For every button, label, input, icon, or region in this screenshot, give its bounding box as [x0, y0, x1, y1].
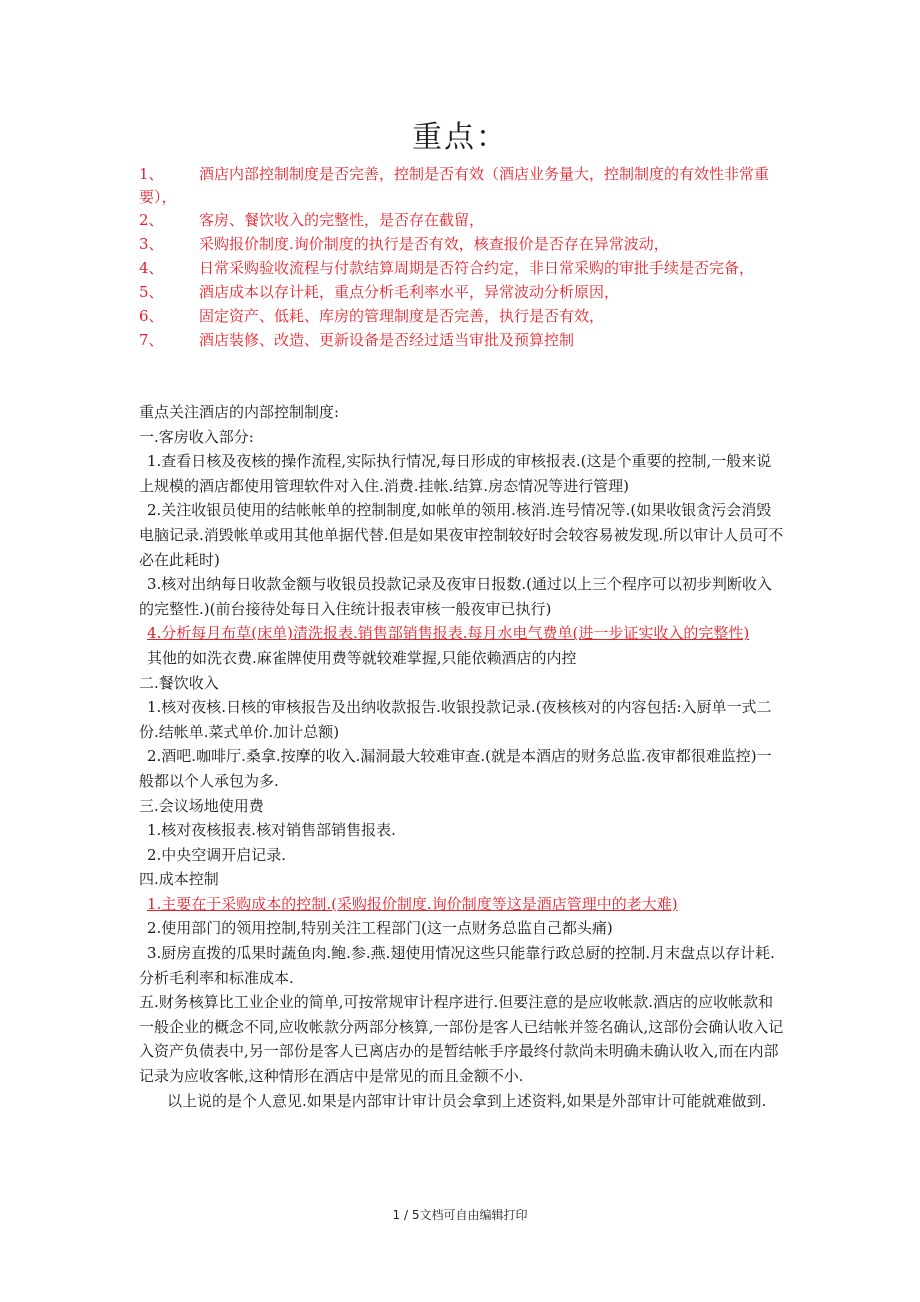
closing-paragraph: 以上说的是个人意见.如果是内部审计审计员会拿到上述资料,如果是外部审计可能就难做到. [167, 1091, 767, 1110]
paragraph-highlighted: 1.主要在于采购成本的控制.(采购报价制度.询价制度等这是酒店管理中的老大难) [147, 894, 678, 913]
document-body [139, 400, 784, 1113]
page-footer: 1 / 5文档可自由编辑打印 [392, 1208, 528, 1222]
paragraph: 1.核对夜核报表.核对销售部销售报表. [147, 821, 396, 840]
paragraph: 3.厨房直拨的瓜果时蔬鱼肉.鲍.参.燕.翅使用情况这些只能靠行政总厨的控制.月末盘点以存计耗.分析毛利率和标准成本. [139, 944, 775, 987]
key-point-text: 采购报价制度.询价制度的执行是否有效，核查报价是否存在异常波动， [199, 235, 669, 253]
section-heading: 三.会议场地使用费 [139, 796, 264, 815]
key-point-2 [139, 209, 789, 232]
key-point-number: 5、 [139, 283, 164, 301]
page-title: 重点： [412, 120, 508, 155]
paragraph: 3.核对出纳每日收款金额与收银员投款记录及夜审日报数.(通过以上三个程序可以初步判断收入的完整性.)(前台接待处每日入住统计报表审核一般夜审已执行) [139, 575, 772, 618]
key-point-text: 酒店内部控制制度是否完善，控制是否有效（酒店业务量大，控制制度的有效性非常重要）， [139, 165, 770, 206]
key-point-number: 7、 [139, 331, 164, 349]
paragraph: 2.使用部门的领用控制,特别关注工程部门(这一点财务总监自己都头痛) [147, 919, 613, 938]
key-point-number: 6、 [139, 307, 164, 325]
paragraph: 1.查看日核及夜核的操作流程,实际执行情况,每日形成的审核报表.(这是个重要的控制,一般来说上规模的酒店都使用管理软件对入住.消费.挂帐.结算.房态情况等进行管理) [139, 452, 772, 495]
key-point-4 [139, 257, 789, 280]
key-point-number: 3、 [139, 235, 164, 253]
paragraph: 2.中央空调开启记录. [147, 845, 287, 864]
key-point-text: 客房、餐饮收入的完整性，是否存在截留， [199, 211, 485, 229]
section-heading: 一.客房收入部分: [139, 427, 254, 446]
section-heading: 二.餐饮收入 [139, 673, 219, 692]
paragraph: 1.核对夜核.日核的审核报告及出纳收款报告.收银投款记录.(夜核核对的内容包括:入厨单一式二份.结帐单.菜式单价.加计总额) [139, 698, 772, 741]
key-point-text: 酒店装修、改造、更新设备是否经过适当审批及预算控制 [199, 331, 575, 349]
key-point-7 [139, 329, 789, 352]
paragraph: 其他的如洗衣费.麻雀牌使用费等就较难掌握,只能依赖酒店的内控 [147, 648, 577, 667]
intro-line: 重点关注酒店的内部控制制度: [139, 403, 340, 421]
key-point-text: 酒店成本以存计耗，重点分析毛利率水平，异常波动分析原因， [199, 283, 620, 301]
key-point-1 [139, 163, 789, 209]
key-point-number: 1、 [139, 165, 164, 183]
key-point-number: 4、 [139, 259, 164, 277]
section-heading: 四.成本控制 [139, 870, 219, 889]
key-point-text: 日常采购验收流程与付款结算周期是否符合约定，非日常采购的审批手续是否完备， [199, 259, 755, 277]
paragraph: 2.关注收银员使用的结帐帐单的控制制度,如帐单的领用.核消.连号情况等.(如果收银贪污会消毁电脑记录.消毁帐单或用其他单据代替.但是如果夜审控制较好时会较容易被发现.所以审计人员可不必在此耗时) [139, 501, 784, 569]
paragraph: 2.酒吧.咖啡厅.桑拿.按摩的收入.漏洞最大较难审查.(就是本酒店的财务总监.夜审都很难监控)一般都以个人承包为多. [139, 747, 772, 790]
key-point-6 [139, 305, 789, 328]
key-point-number: 2、 [139, 211, 164, 229]
key-point-5 [139, 281, 789, 304]
key-point-text: 固定资产、低耗、库房的管理制度是否完善，执行是否有效， [199, 307, 605, 325]
key-point-3 [139, 233, 789, 256]
paragraph-highlighted: 4.分析每月布草(床单)清洗报表.销售部销售报表.每月水电气费单(进一步证实收入的完整性) [147, 624, 750, 643]
section-paragraph: 五.财务核算比工业企业的简单,可按常规审计程序进行.但要注意的是应收帐款.酒店的应收帐款和一般企业的概念不同,应收帐款分两部分核算,一部份是客人已结帐并签名确认,这部份会确认收入记入资产负债表中,另一部份是客人已离店办的是暂结帐手序最终付款尚未明确未确认收入,而在内部记录为应收客帐,这种情形在酒店中是常见的而且金额不小. [139, 993, 784, 1086]
